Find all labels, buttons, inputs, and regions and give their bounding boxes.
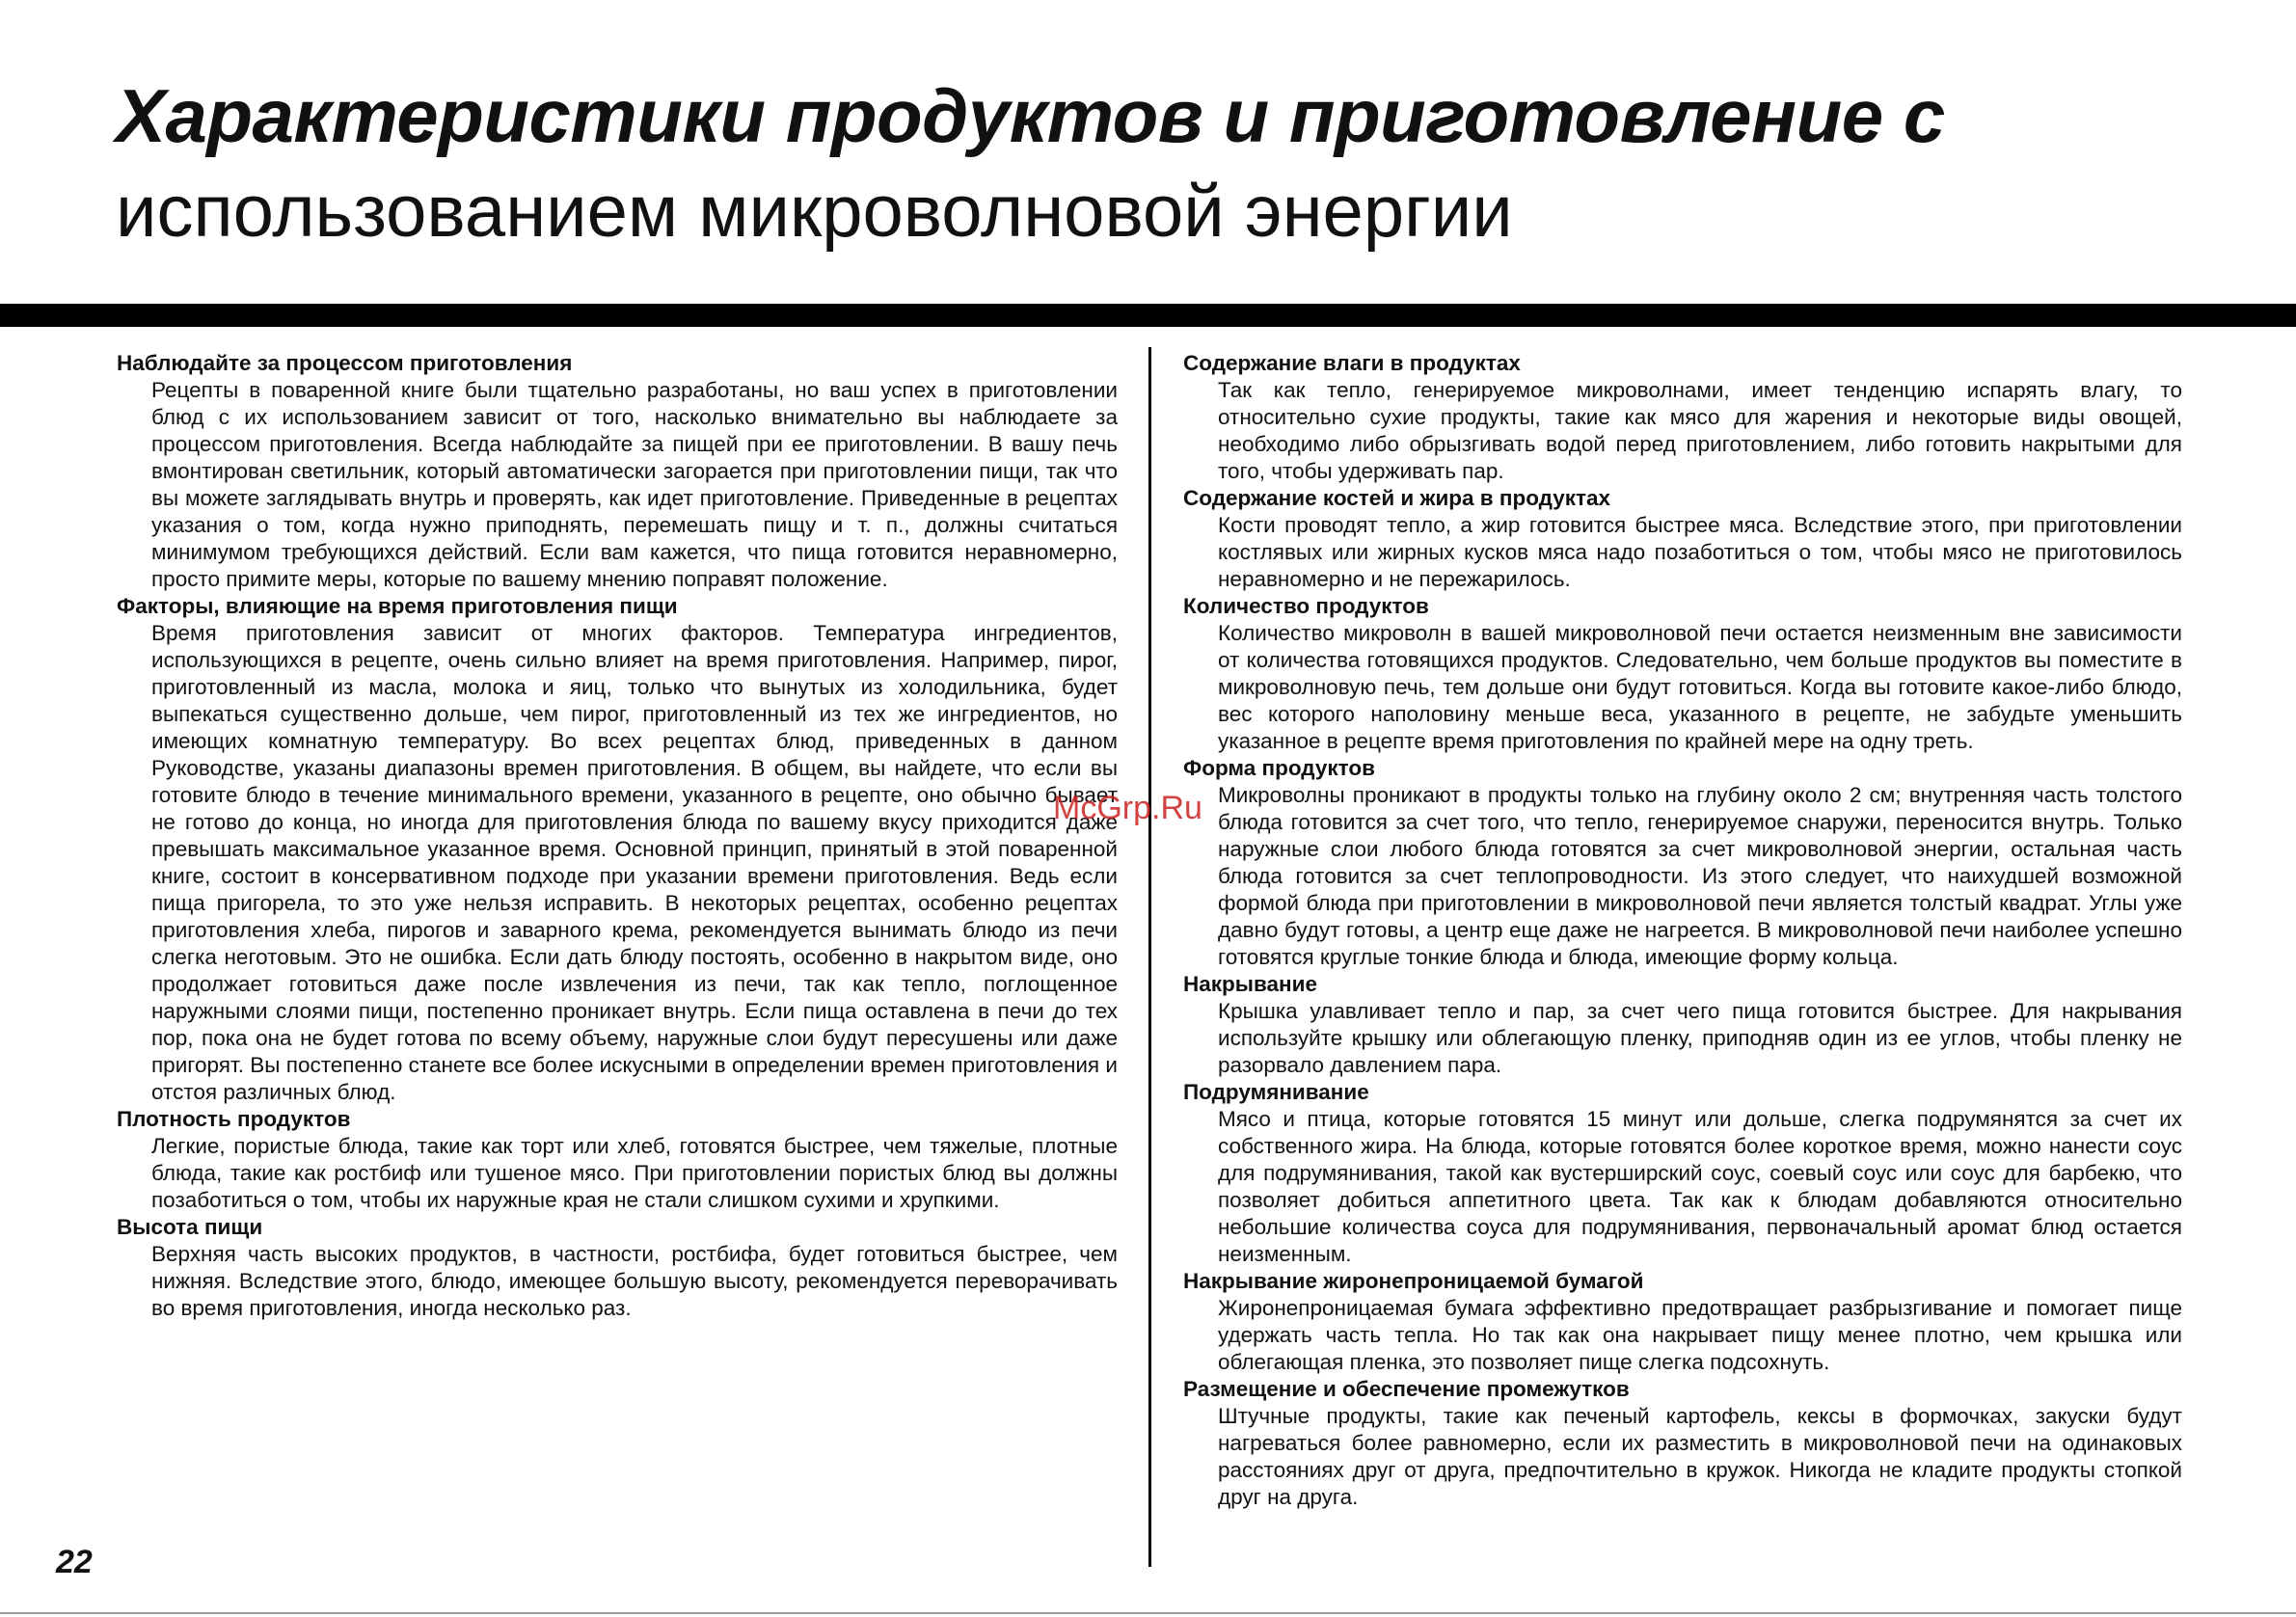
right-column	[1183, 350, 2182, 1511]
section-watch-cooking	[117, 350, 1118, 593]
section-heading: Факторы, влияющие на время приготовления пищи	[117, 594, 678, 618]
page-number: 22	[56, 1544, 93, 1580]
section-heading: Количество продуктов	[1183, 594, 1429, 618]
section-text: Кости проводят тепло, а жир готовится быстрее мяса. Вследствие этого, при приготовлении костлявых или жирных кусков мяса надо позаботиться о том, чтобы мясо не приготовилось неравномерно и не пережарилось.	[1218, 513, 2182, 591]
section-text: Легкие, пористые блюда, такие как торт или хлеб, готовятся быстрее, чем тяжелые, плотные блюда, такие как ростбиф или тушеное мясо. При приготовлении пористых блюд вы должны позаботиться о том, чтобы их наружные края не стали слишком сухими и хрупкими.	[151, 1134, 1118, 1212]
section-heading: Накрывание	[1183, 972, 1317, 996]
page-header	[116, 67, 2237, 260]
section-text: Жиронепроницаемая бумага эффективно предотвращает разбрызгивание и помогает пище удержать часть тепла. Но так как она накрывает пищу менее плотно, чем крышка или облегающая пленка, это позволяет пище слегка подсохнуть.	[1218, 1296, 2182, 1374]
section-heading: Накрывание жиронепроницаемой бумагой	[1183, 1269, 1644, 1293]
section-text: Время приготовления зависит от многих факторов. Температура ингредиентов, использующихся в рецепте, очень сильно влияет на время приготовления. Например, пирог, приготовленный из масла, молока и яиц, только что вынутых из холодильника, будет выпекаться существенно дольше, чем пирог, приготовленный из тех же ингредиентов, но имеющих комнатную температуру. Во всех рецептах блюд, приведенных в данном Руководстве, указаны диапазоны времен приготовления. В общем, вы найдете, что если вы готовите блюдо в течение минимального времени, указанного в рецепте, оно обычно бывает не готово до конца, но иногда для приготовления блюда по вашему вкусу приходится даже превышать максимальное указанное время. Основной принцип, принятый в этой поваренной книге, состоит в консервативном подходе при указании времени приготовления. Ведь если пища пригорела, то это уже нельзя исправить. В некоторых рецептах, особенно рецептах приготовления хлеба, пирогов и заварного крема, рекомендуется вынимать блюдо из печи слегка неготовым. Это не ошибка. Если дать блюду постоять, особенно в накрытом виде, оно продолжает готовиться даже после извлечения из печи, так как тепло, поглощенное наружными слоями пищи, постепенно проникает внутрь. Если пища оставлена в печи до тех пор, пока она не будет готова по всему объему, наружные слои будут пересушены или даже пригорят. Вы постепенно станете все более искусными в определении времен приготовления и отстоя различных блюд.	[151, 621, 1118, 1104]
section-food-density	[117, 1106, 1118, 1214]
watermark-text: McGrp.Ru	[1053, 790, 1202, 826]
section-covering	[1183, 971, 2182, 1079]
section-heading: Наблюдайте за процессом приготовления	[117, 351, 573, 375]
section-food-quantity	[1183, 593, 2182, 755]
section-heading: Размещение и обеспечение промежутков	[1183, 1377, 1630, 1401]
section-moisture-content	[1183, 350, 2182, 485]
section-cooking-time-factors	[117, 593, 1118, 1106]
column-divider	[1148, 347, 1151, 1567]
section-text: Мясо и птица, которые готовятся 15 минут или дольше, слегка подрумянятся за счет их собственного жира. На блюда, которые готовятся более короткое время, можно нанести соус для подрумянивания, такой как вустерширский соус, соевый соус или соус для барбекю, что позволяет добиться аппетитного цвета. Так как к блюдам добавляются относительно небольшие количества соуса для подрумянивания, первоначальный аромат блюд остается неизменным.	[1218, 1107, 2182, 1266]
section-heading: Содержание влаги в продуктах	[1183, 351, 1521, 375]
section-text: Рецепты в поваренной книге были тщательно разработаны, но ваш успех в приготовлении блюд с их использованием зависит от того, насколько внимательно вы наблюдаете за процессом приготовления. Всегда наблюдайте за пищей при ее приготовлении. В вашу печь вмонтирован светильник, который автоматически загорается при приготовлении пищи, так что вы можете заглядывать внутрь и проверять, как идет приготовление. Приведенные в рецептах указания о том, когда нужно приподнять, перемешать пищу и т. п., должны считаться минимумом требующихся действий. Если вам кажется, что пища готовится неравномерно, просто примите меры, которые по вашему мнению поправят положение.	[151, 378, 1118, 591]
section-browning	[1183, 1079, 2182, 1268]
title-line-2: использованием микроволновой энергии	[116, 171, 1513, 253]
section-text: Верхняя часть высоких продуктов, в частности, ростбифа, будет готовиться быстрее, чем нижняя. Вследствие этого, блюдо, имеющее большую высоту, рекомендуется переворачивать во время приготовления, иногда несколько раз.	[151, 1242, 1118, 1320]
section-heading: Содержание костей и жира в продуктах	[1183, 486, 1611, 510]
section-food-shape	[1183, 755, 2182, 971]
section-food-height	[117, 1214, 1118, 1322]
section-heading: Высота пищи	[117, 1215, 263, 1239]
section-spacing	[1183, 1376, 2182, 1511]
section-heading: Подрумянивание	[1183, 1080, 1369, 1104]
section-bone-fat-content	[1183, 485, 2182, 593]
section-text: Штучные продукты, такие как печеный картофель, кексы в формочках, закуски будут нагреваться более равномерно, если их разместить в микроволновой печи на одинаковых расстояниях друг от друга, предпочтительно в кружок. Никогда не кладите продукты стопкой друг на друга.	[1218, 1404, 2182, 1509]
section-heading: Форма продуктов	[1183, 756, 1375, 780]
left-column	[117, 350, 1118, 1322]
section-text: Микроволны проникают в продукты только на глубину около 2 см; внутренняя часть толстого блюда готовится за счет того, что тепло, генерируемое снаружи, переносится внутрь. Только наружные слои любого блюда готовятся за счет микроволновой энергии, остальная часть блюда готовится за счет теплопроводности. Из этого следует, что наихудшей возможной формой блюда при приготовлении в микроволновой печи является толстый квадрат. Углы уже давно будут готовы, а центр еще даже не нагреется. В микроволновой печи наиболее успешно готовятся круглые тонкие блюда и блюда, имеющие форму кольца.	[1218, 783, 2182, 969]
section-text: Количество микроволн в вашей микроволновой печи остается неизменным вне зависимости от количества готовящихся продуктов. Следовательно, чем больше продуктов вы поместите в микроволновую печь, тем дольше они будут готовиться. Когда вы готовите какое-либо блюдо, вес которого наполовину меньше веса, указанного в рецепте, не забудьте уменьшить указанное в рецепте время приготовления по крайней мере на одну треть.	[1218, 621, 2182, 753]
header-divider-bar	[0, 304, 2296, 327]
title-line-1: Характеристики продуктов и приготовление с	[116, 73, 1945, 158]
section-greaseproof-paper	[1183, 1268, 2182, 1376]
section-text: Так как тепло, генерируемое микроволнами, имеет тенденцию испарять влагу, то относительно сухие продукты, такие как мясо для жарения и некоторые виды овощей, необходимо либо обрызгивать водой перед приготовлением, либо готовить накрытыми для того, чтобы удерживать пар.	[1218, 378, 2182, 483]
section-heading: Плотность продуктов	[117, 1107, 351, 1131]
section-text: Крышка улавливает тепло и пар, за счет чего пища готовится быстрее. Для накрывания используйте крышку или облегающую пленку, приподняв один из ее углов, чтобы пленку не разорвало давлением пара.	[1218, 999, 2182, 1077]
page-bottom-rule	[0, 1612, 2296, 1614]
